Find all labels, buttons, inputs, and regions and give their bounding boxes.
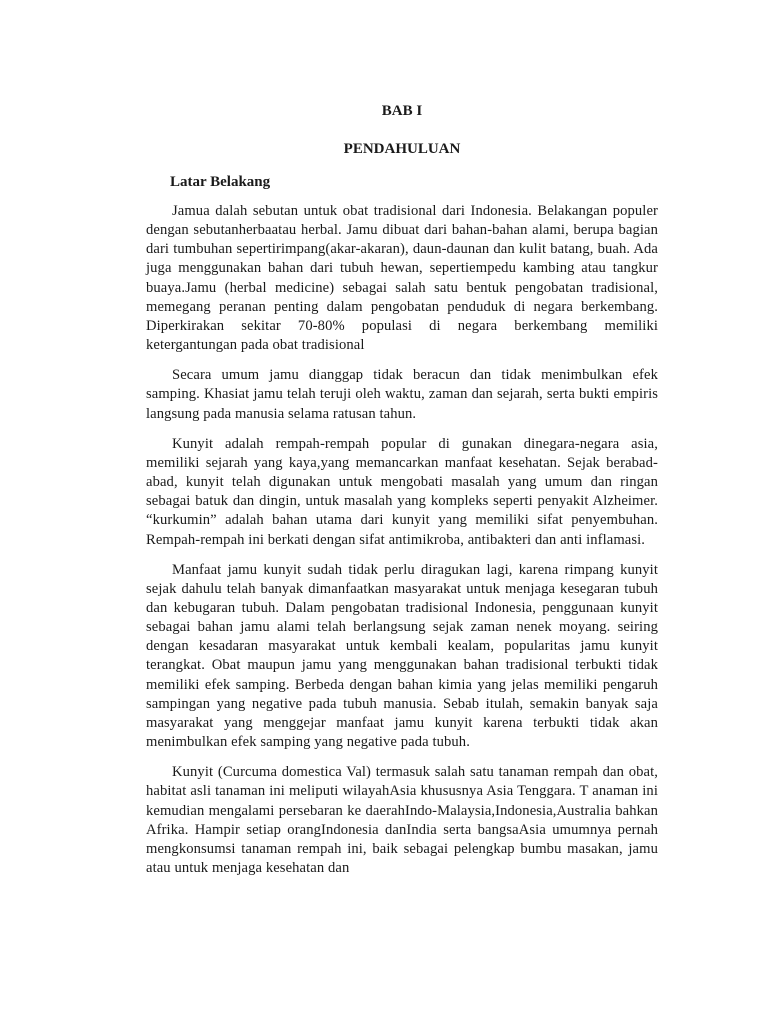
section-heading: Latar Belakang: [170, 174, 271, 190]
document-page: [146, 100, 658, 889]
chapter-title: PENDAHULUAN: [343, 141, 461, 157]
paragraph-jamu-definition: Jamua dalah sebutan untuk obat tradisional dari Indonesia. Belakangan populer dengan sebutanherbaatau herbal. Jamu dibuat dari bahan-bahan alami, berupa bagian dari tumbuhan sepertirimpang(akar-akaran), daun-daunan dan kulit batang, buah. Ada juga menggunakan bahan dari tubuh hewan, sepertiempedu kambing atau tangkur buaya.Jamu (herbal medicine) sebagai salah satu bentuk pengobatan tradisional, memegang peranan penting dalam pengobatan penduduk di negara berkembang. Diperkirakan sekitar 70-80% populasi di negara berkembang memiliki ketergantungan pada obat tradisional: [146, 203, 658, 354]
paragraph-kunyit-habitat: Kunyit (Curcuma domestica Val) termasuk salah satu tanaman rempah dan obat, habitat asli tanaman ini meliputi wilayahAsia khususnya Asia Tenggara. T anaman ini kemudian mengalami persebaran ke daerahIndo-Malaysia,Indonesia,Australia bahkan Afrika. Hampir setiap orangIndonesia danIndia serta bangsaAsia umumnya pernah mengkonsumsi tanaman rempah ini, baik sebagai pelengkap bumbu masakan, jamu atau untuk menjaga kesehatan dan: [146, 764, 658, 876]
chapter-number: BAB I: [381, 103, 423, 119]
paragraph-jamu-safety: Secara umum jamu dianggap tidak beracun dan tidak menimbulkan efek samping. Khasiat jamu telah teruji oleh waktu, zaman dan sejarah, serta bukti empiris langsung pada manusia selama ratusan tahun.: [146, 367, 658, 422]
paragraph-kunyit-history: Kunyit adalah rempah-rempah popular di gunakan dinegara-negara asia, memiliki sejarah yang kaya,yang memancarkan manfaat kesehatan. Sejak berabad-abad, kunyit telah digunakan untuk mengobati masalah yang umum dan ringan sebagai batuk dan dingin, untuk masalah yang kompleks seperti penyakit Alzheimer. “kurkumin” adalah bahan utama dari kunyit yang memiliki sifat penyembuhan. Rempah-rempah ini berkati dengan sifat antimikroba, antibakteri dan anti inflamasi.: [146, 435, 658, 548]
paragraph-kunyit-benefits: Manfaat jamu kunyit sudah tidak perlu diragukan lagi, karena rimpang kunyit sejak dahulu telah banyak dimanfaatkan masyarakat untuk menjaga kesegaran tubuh dan kebugaran tubuh. Dalam pengobatan tradisional Indonesia, penggunaan kunyit sebagai bahan jamu alami telah berlangsung sejak zaman nenek moyang. seiring dengan kesadaran masyarakat untuk kembali kealam, popularitas jamu kunyit terangkat. Obat maupun jamu yang menggunakan bahan tradisional terbukti tidak memiliki efek samping. Berbeda dengan bahan kimia yang jelas memiliki pengaruh sampingan yang negative pada tubuh manusia. Sebab itulah, semakin banyak saja masyarakat yang menggejar manfaat jamu kunyit karena terbukti tidak akan menimbulkan efek samping yang negative pada tubuh.: [146, 561, 658, 751]
